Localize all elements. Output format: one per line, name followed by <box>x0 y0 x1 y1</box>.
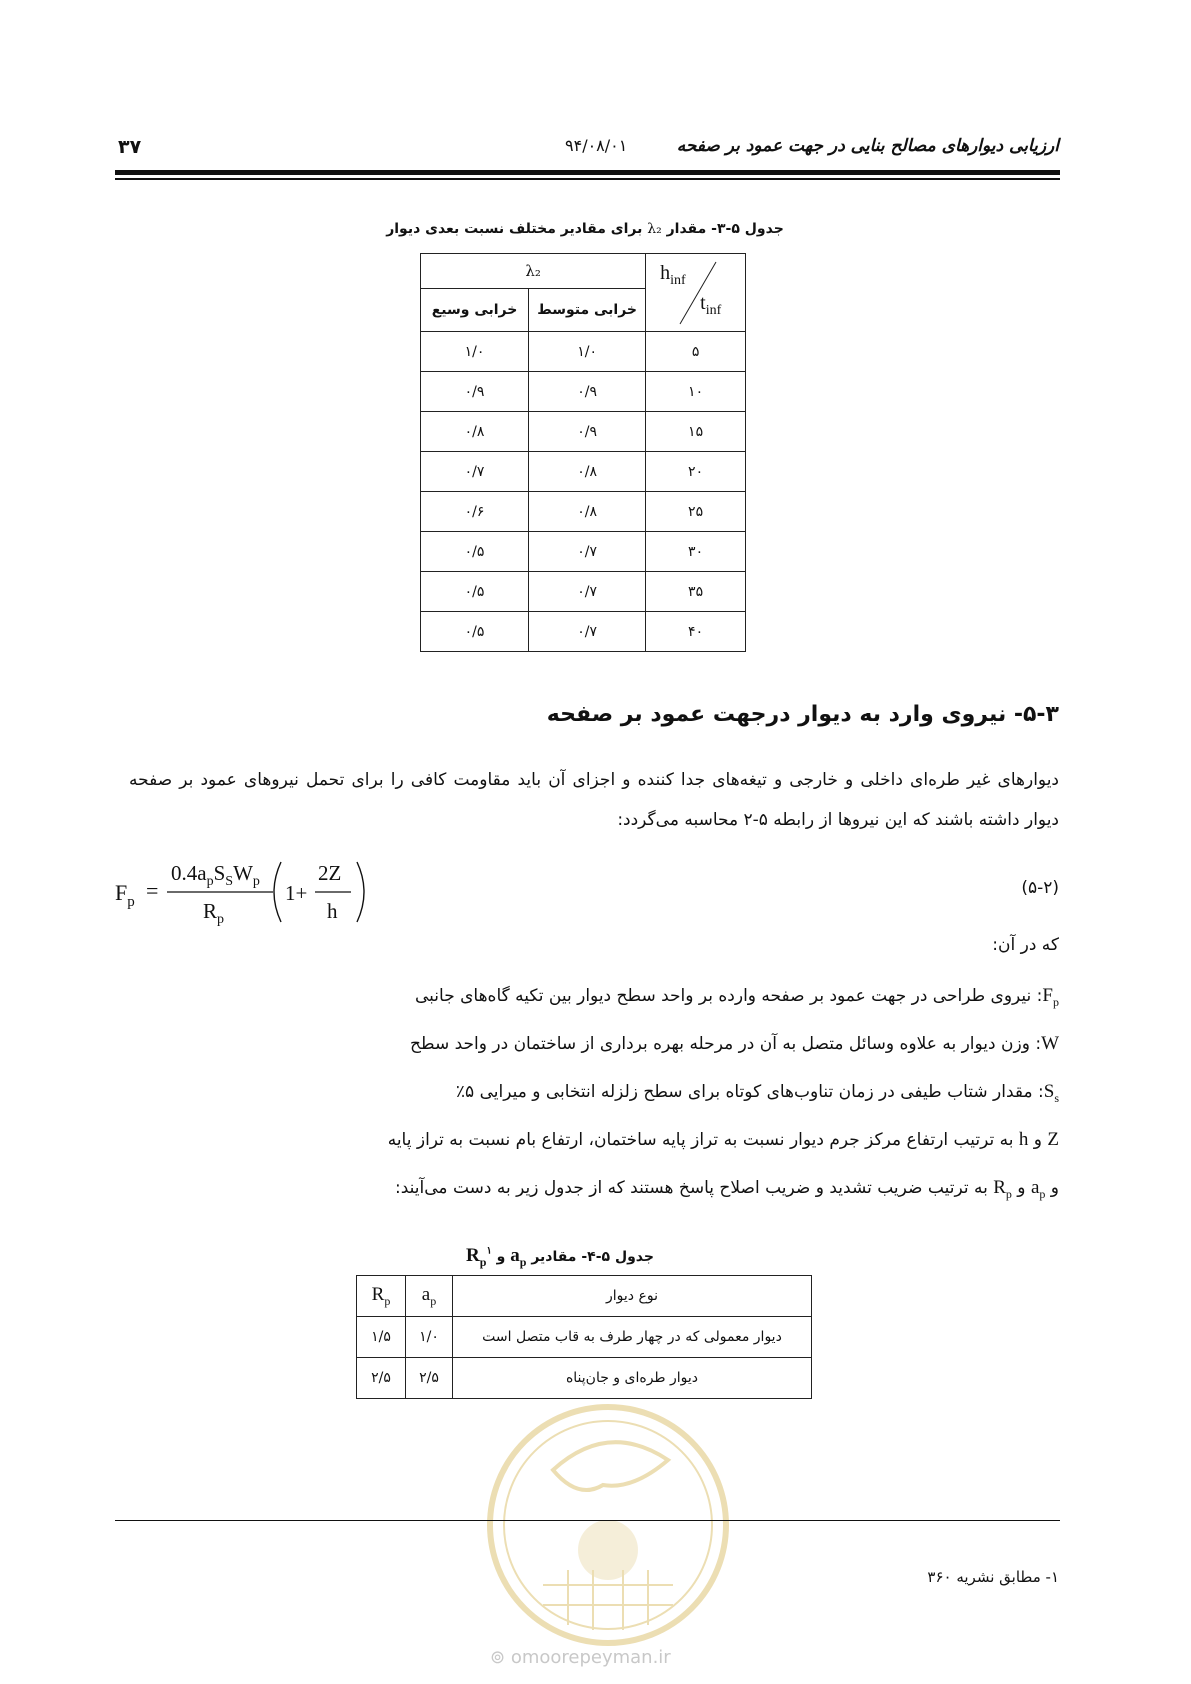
header-lambda: λ₂ <box>421 254 646 289</box>
cell-ratio: ۳۰ <box>646 532 746 572</box>
svg-text:=: = <box>146 878 159 903</box>
cell-ratio: ۲۰ <box>646 452 746 492</box>
cell-medium: ۰/۷ <box>529 572 646 612</box>
cell-medium: ۰/۸ <box>529 452 646 492</box>
cell-medium: ۰/۷ <box>529 612 646 652</box>
cell-ap: ۲/۵ <box>406 1358 453 1399</box>
cell-wall-type: دیوار معمولی که در چهار طرف به قاب متصل است <box>453 1317 812 1358</box>
table-1-caption <box>360 221 810 237</box>
header-medium-damage: خرابی متوسط <box>529 289 646 332</box>
formula-number: (۵-۲) <box>1021 878 1059 898</box>
lambda-table <box>420 253 746 652</box>
cell-wide: ۰/۷ <box>421 452 529 492</box>
cell-rp: ۱/۵ <box>357 1317 406 1358</box>
footnote: ۱- مطابق نشریه ۳۶۰ <box>927 1568 1059 1586</box>
cell-medium: ۰/۷ <box>529 532 646 572</box>
cell-medium: ۱/۰ <box>529 332 646 372</box>
formula-frac2-num: 2Z <box>318 861 342 885</box>
table-row <box>357 1358 812 1399</box>
table-row <box>421 412 746 452</box>
header-ratio-bottom: $t_{inf}$ <box>700 292 722 318</box>
cell-wide: ۰/۶ <box>421 492 529 532</box>
cell-ratio: ۴۰ <box>646 612 746 652</box>
formula-lhs: $F_p$ <box>115 880 135 910</box>
header-rule <box>115 170 1060 175</box>
def-z-h: Z و h به ترتیب ارتفاع مرکز جرم دیوار نسبت به تراز پایه ساختمان، ارتفاع بام نسبت به تراز پایه <box>387 1129 1059 1150</box>
table-1-caption-prefix: جدول ۵-۳- مقدار <box>666 221 784 237</box>
header-rule-thin <box>115 178 1060 180</box>
def-fp: $F_p$: نیروی طراحی در جهت عمود بر صفحه وارده بر واحد سطح دیوار بین تکیه گاه‌های جانبی <box>414 985 1059 1009</box>
header-ratio-cell <box>646 254 746 332</box>
table-2-caption: جدول ۵-۴- مقادیر $a_p$ و $R_p^۱$ <box>466 1245 654 1269</box>
header-date: ۹۴/۰۸/۰۱ <box>565 136 628 155</box>
cell-wide: ۱/۰ <box>421 332 529 372</box>
table-1-caption-symbol: λ₂ <box>647 221 662 237</box>
running-title: ارزیابی دیوارهای مصالح بنایی در جهت عمود بر صفحه <box>676 136 1059 156</box>
intro-paragraph: دیوارهای غیر طره‌ای داخلی و خارجی و تیغه‌های جدا کننده و اجزای آن باید مقاومت کافی را برای تحمل نیروهای عمود بر صفحه دیوار داشته باشند که این نیروها از رابطه ۵-۲ محاسبه می‌گردد: <box>129 770 1059 830</box>
cell-wide: ۰/۹ <box>421 372 529 412</box>
cell-wide: ۰/۵ <box>421 612 529 652</box>
cell-medium: ۰/۸ <box>529 492 646 532</box>
def-w: W: وزن دیوار به علاوه وسائل متصل به آن در مرحله بهره برداری از ساختمان در واحد سطح <box>410 1033 1059 1054</box>
table-1-caption-suffix: برای مقادیر مختلف نسبت بعدی دیوار <box>386 221 643 237</box>
cell-ratio: ۳۵ <box>646 572 746 612</box>
formula-one-plus: 1+ <box>285 881 308 905</box>
table-row <box>421 372 746 412</box>
cell-ratio: ۱۰ <box>646 372 746 412</box>
table-row <box>421 332 746 372</box>
cell-ratio: ۲۵ <box>646 492 746 532</box>
header-wall-type: نوع دیوار <box>453 1276 812 1317</box>
cell-medium: ۰/۹ <box>529 412 646 452</box>
cell-ratio: ۵ <box>646 332 746 372</box>
cell-wall-type: دیوار طره‌ای و جان‌پناه <box>453 1358 812 1399</box>
cell-wide: ۰/۸ <box>421 412 529 452</box>
table-row <box>421 532 746 572</box>
table-row <box>421 492 746 532</box>
formula-denominator: $R_p$ <box>203 899 225 926</box>
cell-medium: ۰/۹ <box>529 372 646 412</box>
footnote-rule <box>115 1520 1060 1521</box>
page-number: ۳۷ <box>118 136 142 158</box>
header-rp: $R_p$ <box>357 1276 406 1317</box>
def-ap-rp: و $a_p$ و $R_p$ به ترتیب ضریب تشدید و ضریب اصلاح پاسخ هستند که از جدول زیر به دست می‌آیند: <box>395 1177 1059 1201</box>
cell-ap: ۱/۰ <box>406 1317 453 1358</box>
table-row <box>421 452 746 492</box>
formula-frac2-den: h <box>327 899 338 923</box>
header-ap: $a_p$ <box>406 1276 453 1317</box>
table-row <box>421 572 746 612</box>
section-heading: ۵-۳- نیروی وارد به دیوار درجهت عمود بر صفحه <box>546 702 1059 727</box>
cell-rp: ۲/۵ <box>357 1358 406 1399</box>
header-ratio-top: $h_{inf}$ <box>660 262 686 288</box>
formula-numerator: $0.4a_pS_SW_p$ <box>171 861 260 889</box>
publisher-stamp-icon <box>483 1400 733 1650</box>
header-wide-damage: خرابی وسیع <box>421 289 529 332</box>
ap-rp-table <box>356 1275 812 1399</box>
table-row <box>357 1317 812 1358</box>
cell-wide: ۰/۵ <box>421 572 529 612</box>
cell-ratio: ۱۵ <box>646 412 746 452</box>
watermark: ⊚ omoorepeyman.ir <box>490 1647 671 1668</box>
formula-fp <box>115 856 375 926</box>
cell-wide: ۰/۵ <box>421 532 529 572</box>
table-row <box>421 612 746 652</box>
definitions-intro: که در آن: <box>992 935 1059 955</box>
def-ss: $S_s$: مقدار شتاب طیفی در زمان تناوب‌های کوتاه برای سطح زلزله انتخابی و میرایی ۵٪ <box>455 1081 1059 1105</box>
